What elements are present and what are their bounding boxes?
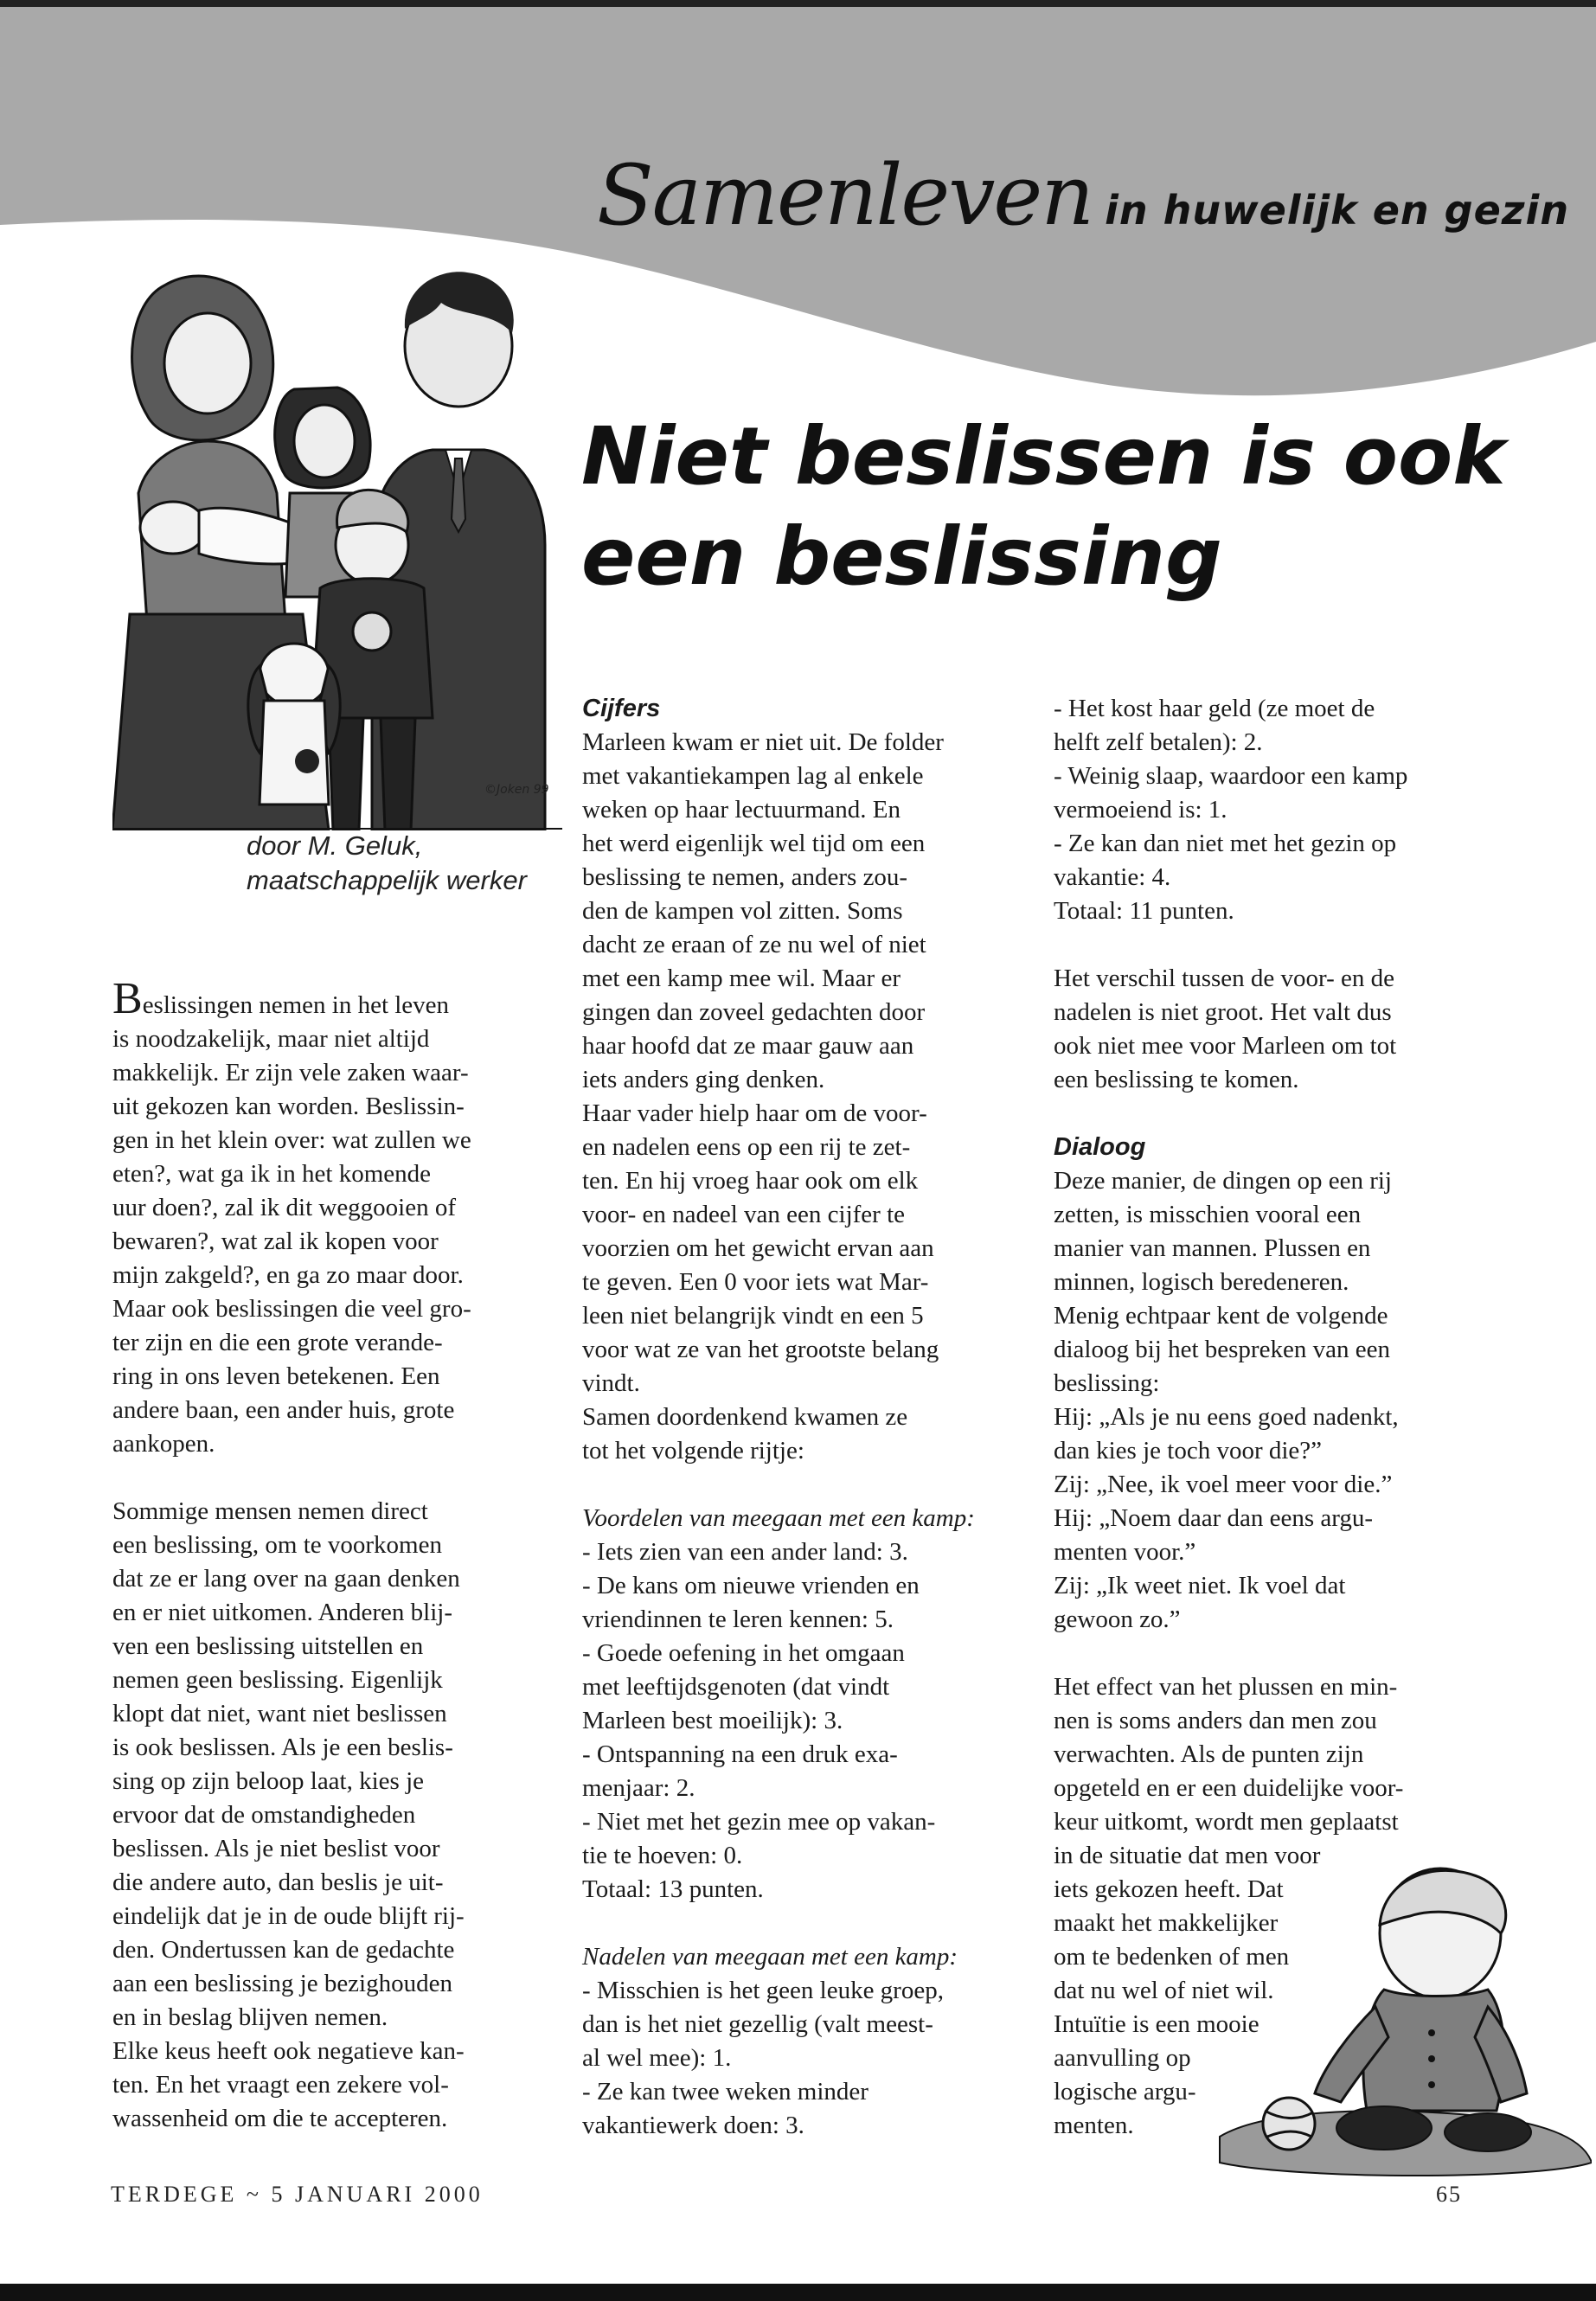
text-line: om te bedenken of men [1054,1943,1290,1971]
text-line: helft zelf betalen): 2. [1054,728,1263,756]
text-line: Het verschil tussen de voor- en de [1054,965,1395,992]
illustration-signature: ©Joken 99 [484,783,549,797]
text-line: tie te hoeven: 0. [582,1842,743,1869]
text-line: een beslissing te komen. [1054,1066,1299,1093]
text-line: tot het volgende rijtje: [582,1437,804,1465]
cijfers-paragraph [582,726,1023,1468]
toddler-illustration [1211,1851,1592,2180]
text-line: den de kampen vol zitten. Soms [582,897,903,925]
column-2 [582,692,1023,2143]
text-line: klopt dat niet, want niet beslissen [112,1700,447,1727]
byline [247,829,527,898]
text-line: iets anders ging denken. [582,1066,825,1093]
family-illustration [112,234,562,830]
heading-dialoog: Dialoog [1054,1133,1146,1161]
text-line: met een kamp mee wil. Maar er [582,965,901,992]
text-line: - Weinig slaap, waardoor een kamp [1054,762,1408,790]
text-line: en nadelen eens op een rij te zet- [582,1133,911,1161]
text-line: eindelijk dat je in de oude blijft rij- [112,1902,465,1930]
bottom-rule [0,2284,1596,2301]
text-line: beslissing: [1054,1369,1160,1397]
text-line: beslissing te nemen, anders zou- [582,863,908,891]
text-line: Sommige mensen nemen direct [112,1497,428,1525]
text-line: Marleen kwam er niet uit. De folder [582,728,944,756]
text-line: makkelijk. Er zijn vele zaken waar- [112,1059,469,1086]
text-line: ten. En hij vroeg haar ook om elk [582,1167,919,1195]
text-line: dat ze er lang over na gaan denken [112,1565,460,1593]
text-line: Totaal: 13 punten. [582,1875,764,1903]
text-line: een beslissing, om te voorkomen [112,1531,442,1559]
intro-paragraph [112,974,554,1461]
text-line: Maar ook beslissingen die veel gro- [112,1295,471,1323]
text-line: Intuïtie is een mooie [1054,2010,1259,2038]
text-line: is noodzakelijk, maar niet altijd [112,1025,430,1053]
text-line: dan kies je toch voor die?” [1054,1437,1323,1465]
text-line: Hij: „Noem daar dan eens argu- [1054,1504,1374,1532]
text-line: - Ze kan twee weken minder [582,2078,869,2106]
article-headline [581,407,1533,607]
section-subtitle: in huwelijk en gezin [1105,187,1570,234]
cons-list [582,1974,1023,2143]
text-line: - Ze kan dan niet met het gezin op [1054,830,1397,857]
text-line: ring in ons leven betekenen. Een [112,1362,440,1390]
text-line: Deze manier, de dingen op een rij [1054,1167,1392,1195]
text-line: Samen doordenkend kwamen ze [582,1403,908,1431]
text-line: ervoor dat de omstandigheden [112,1801,416,1829]
text-line: en er niet uitkomen. Anderen blij- [112,1599,453,1626]
headline-line-1: Niet beslissen is ook [581,410,1506,503]
text-line: te geven. Een 0 voor iets wat Mar- [582,1268,929,1296]
text-line: Zij: „Nee, ik voel meer voor die.” [1054,1471,1393,1498]
dialoog-paragraph [1054,1164,1503,1637]
text-line: Totaal: 11 punten. [1054,897,1234,925]
text-line: ter zijn en die een grote verande- [112,1329,443,1356]
text-line: - Misschien is het geen leuke groep, [582,1977,944,2004]
text-line: den. Ondertussen kan de gedachte [112,1936,455,1964]
text-line: met leeftijdsgenoten (dat vindt [582,1673,890,1701]
text-line: menten. [1054,2112,1134,2139]
text-line: - Goede oefening in het omgaan [582,1639,905,1667]
paragraph-2 [112,1495,554,2136]
text-line: - Iets zien van een ander land: 3. [582,1538,908,1566]
text-line: - Ontspanning na een druk exa- [582,1740,898,1768]
text-line: die andere auto, dan beslis je uit- [112,1868,444,1896]
text-line: nemen geen beslissing. Eigenlijk [112,1666,443,1694]
text-line: zetten, is misschien vooral een [1054,1201,1362,1228]
text-line: aanvulling op [1054,2044,1191,2072]
text-line: Het effect van het plussen en min- [1054,1673,1398,1701]
cons-heading: Nadelen van meegaan met een kamp: [582,1943,958,1971]
text-line: dacht ze eraan of ze nu wel of niet [582,931,926,958]
pros-heading: Voordelen van meegaan met een kamp: [582,1504,975,1532]
cons-list-continued [1054,692,1503,928]
text-line: eten?, wat ga ik in het komende [112,1160,432,1188]
text-line: in de situatie dat men voor [1054,1842,1321,1869]
text-line: uur doen?, zal ik dit weggooien of [112,1194,457,1221]
text-line: aankopen. [112,1430,215,1458]
text-line: wassenheid om die te accepteren. [112,2105,448,2132]
text-line: dialoog bij het bespreken van een [1054,1336,1390,1363]
text-line: voorzien om het gewicht ervan aan [582,1234,934,1262]
text-line: - De kans om nieuwe vrienden en [582,1572,920,1599]
text-line: vermoeiend is: 1. [1054,796,1227,824]
text-line: Hij: „Als je nu eens goed nadenkt, [1054,1403,1399,1431]
text-line: vakantiewerk doen: 3. [582,2112,804,2139]
text-line: gen in het klein over: wat zullen we [112,1126,471,1154]
text-line: ven een beslissing uitstellen en [112,1632,424,1660]
text-line: - Het kost haar geld (ze moet de [1054,695,1375,722]
text-line: haar hoofd dat ze maar gauw aan [582,1032,914,1060]
text-line: manier van mannen. Plussen en [1054,1234,1371,1262]
text-line: minnen, logisch beredeneren. [1054,1268,1349,1296]
difference-paragraph [1054,962,1503,1097]
text-line: sing op zijn beloop laat, kies je [112,1767,425,1795]
text-line: Elke keus heeft ook negatieve kan- [112,2037,465,2065]
text-line: bewaren?, wat zal ik kopen voor [112,1227,439,1255]
text-line: Zij: „Ik weet niet. Ik voel dat [1054,1572,1346,1599]
text-line: voor- en nadeel van een cijfer te [582,1201,905,1228]
footer-page-number: 65 [1436,2182,1462,2207]
text-line: opgeteld en er een duidelijke voor- [1054,1774,1404,1802]
text-line: menten voor.” [1054,1538,1196,1566]
text-line: andere baan, een ander huis, grote [112,1396,455,1424]
text-line: - Niet met het gezin mee op vakan- [582,1808,936,1836]
text-line: weken op haar lectuurmand. En [582,796,901,824]
text-line: keur uitkomt, wordt men geplaatst [1054,1808,1399,1836]
text-line: logische argu- [1054,2078,1196,2106]
text-line: Marleen best moeilijk): 3. [582,1707,843,1734]
text-line: menjaar: 2. [582,1774,695,1802]
text-line: al wel mee): 1. [582,2044,732,2072]
text-line: Menig echtpaar kent de volgende [1054,1302,1388,1330]
text-line: aan een beslissing je bezighouden [112,1970,452,1997]
text-line: ook niet mee voor Marleen om tot [1054,1032,1397,1060]
text-line: voor wat ze van het grootste belang [582,1336,939,1363]
text-line: vindt. [582,1369,640,1397]
text-line: dat nu wel of niet wil. [1054,1977,1274,2004]
text-line: gingen dan zoveel gedachten door [582,998,926,1026]
text-line: ten. En het vraagt een zekere vol- [112,2071,449,2099]
pros-list [582,1535,1023,1907]
text-line: eslissingen nemen in het leven [142,991,450,1019]
text-line: nen is soms anders dan men zou [1054,1707,1377,1734]
headline-line-2: een beslissing [581,510,1222,603]
text-line: met vakantiekampen lag al enkele [582,762,924,790]
text-line: beslissen. Als je niet beslist voor [112,1835,440,1862]
text-line: is ook beslissen. Als je een beslis- [112,1734,453,1761]
column-1 [112,974,554,2136]
drop-cap: B [112,974,143,1023]
text-line: verwachten. Als de punten zijn [1054,1740,1364,1768]
footer-publication: TERDEGE ~ 5 JANUARI 2000 [111,2182,484,2207]
text-line: maakt het makkelijker [1054,1909,1279,1937]
text-line: vriendinnen te leren kennen: 5. [582,1606,894,1633]
text-line: iets gekozen heeft. Dat [1054,1875,1284,1903]
text-line: Haar vader hielp haar om de voor- [582,1099,927,1127]
text-line: gewoon zo.” [1054,1606,1181,1633]
text-line: uit gekozen kan worden. Beslissin- [112,1093,465,1120]
text-line: en in beslag blijven nemen. [112,2003,388,2031]
text-line: nadelen is niet groot. Het valt dus [1054,998,1392,1026]
section-header [597,147,1569,244]
text-line: mijn zakgeld?, en ga zo maar door. [112,1261,464,1289]
section-script-title: Samenleven [597,147,1093,244]
byline-role: maatschappelijk werker [247,865,527,895]
heading-cijfers: Cijfers [582,695,661,722]
text-line: vakantie: 4. [1054,863,1171,891]
text-line: leen niet belangrijk vindt en een 5 [582,1302,924,1330]
byline-author: door M. Geluk, [247,830,423,861]
text-line: het werd eigenlijk wel tijd om een [582,830,926,857]
text-line: dan is het niet gezellig (valt meest- [582,2010,933,2038]
